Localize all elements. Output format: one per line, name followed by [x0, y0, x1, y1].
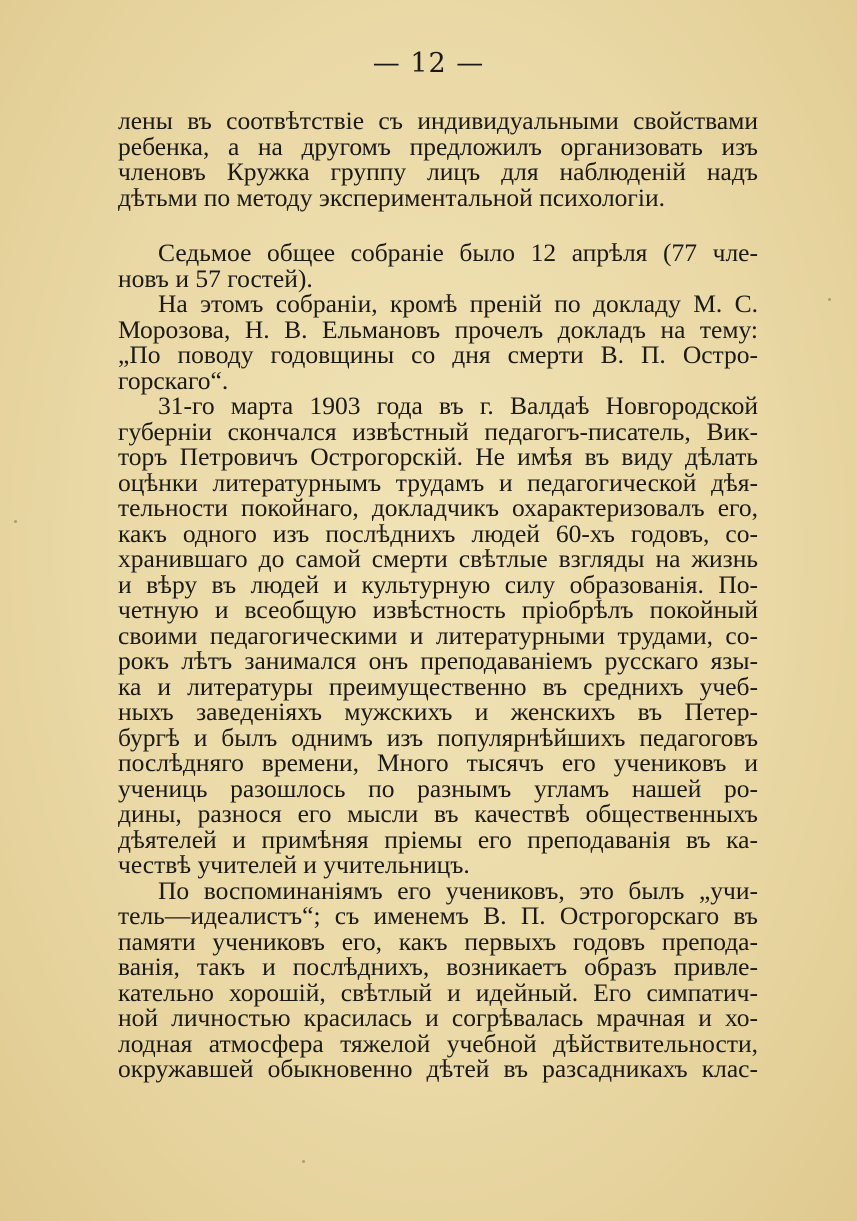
- text-line: тель—идеалистъ“; съ именемъ В. П. Острогорскаго въ: [118, 901, 758, 930]
- text-line: новъ и 57 гостей).: [118, 263, 313, 293]
- text-line: дины, разнося его мысли въ качествѣ общественныхъ: [118, 799, 758, 828]
- text-line: памяти учениковъ его, какъ первыхъ годовъ препода-: [118, 926, 758, 956]
- text-line: дѣятелей и примѣняя пріемы его преподаванія въ ка-: [118, 824, 758, 854]
- text-line: лены въ соотвѣтствіе съ индивидуальными свойствами: [118, 106, 758, 135]
- text-line: „По поводу годовщины со дня смерти В. П. Остро-: [118, 340, 758, 369]
- text-line: дѣтьми по методу экспериментальной психологіи.: [118, 182, 665, 212]
- text-line: торъ Петровичъ Острогорскій. Не имѣя въ виду дѣлать: [118, 442, 758, 471]
- text-line: Седьмое общее собраніе было 12 апрѣля (77 чле-: [158, 238, 758, 267]
- text-line: По воспоминаніямъ его учениковъ, это былъ „учи-: [158, 875, 758, 905]
- text-line: ребенка, а на другомъ предложилъ организовать изъ: [118, 131, 758, 161]
- text-line: губерніи скончался извѣстный педагогъ-писатель, Вик-: [118, 416, 758, 446]
- paragraph-continued: [118, 108, 758, 210]
- text-line: Морозова, Н. В. Ельмановъ прочелъ докладъ на тему:: [118, 314, 758, 344]
- paper-speck: [14, 520, 17, 523]
- page-number: — 12 —: [372, 48, 485, 79]
- meeting-section: [118, 240, 758, 1082]
- text-line: ной личностью красилась и согрѣвалась мрачная и хо-: [118, 1003, 758, 1032]
- text-line: лодная атмосфера тяжелой учебной дѣйствительности,: [118, 1028, 758, 1058]
- text-line: членовъ Кружка группу лицъ для наблюденій надъ: [118, 157, 758, 186]
- text-line: какъ одного изъ послѣднихъ людей 60-хъ годовъ, со-: [118, 518, 758, 548]
- text-line: оцѣнки литературнымъ трудамъ и педагогической дѣя-: [118, 467, 758, 497]
- text-line: четную и всеобщую извѣстность пріобрѣлъ покойный: [118, 595, 758, 624]
- text-line: и вѣру въ людей и культурную силу образованія. По-: [118, 569, 758, 599]
- text-line: ванія, такъ и послѣднихъ, возникаетъ образъ привле-: [118, 952, 758, 981]
- text-line: рокъ лѣтъ занимался онъ преподаваніемъ русскаго язы-: [118, 646, 758, 675]
- text-line: кательно хорошій, свѣтлый и идейный. Его симпатич-: [118, 977, 758, 1007]
- paper-speck: [302, 1160, 305, 1163]
- text-line: горскаго“.: [118, 365, 229, 395]
- paper-speck: [828, 298, 831, 301]
- text-line: 31-го марта 1903 года въ г. Валдаѣ Новгородской: [158, 391, 758, 420]
- text-line: ныхъ заведеніяхъ мужскихъ и женскихъ въ Петер-: [118, 697, 758, 726]
- text-line: послѣдняго времени, Много тысячъ его учениковъ и: [118, 748, 758, 777]
- text-line: чествѣ учителей и учительницъ.: [118, 850, 470, 879]
- text-line: бургѣ и былъ однимъ изъ популярнѣйшихъ педагоговъ: [118, 722, 758, 752]
- text-line: учениць разошлось по разнымъ угламъ нашей ро-: [118, 773, 758, 803]
- text-line: хранившаго до самой смерти свѣтлые взгляды на жизнь: [118, 544, 758, 573]
- text-line: На этомъ собраніи, кромѣ преній по докладу М. С.: [158, 289, 758, 318]
- text-line: тельности покойнаго, докладчикъ охарактеризовалъ его,: [118, 493, 758, 522]
- text-line: своими педагогическими и литературными трудами, со-: [118, 620, 758, 650]
- text-line: окружавшей обыкновенно дѣтей въ разсадникахъ клас-: [118, 1054, 758, 1083]
- text-line: ка и литературы преимущественно въ среднихъ учеб-: [118, 671, 758, 701]
